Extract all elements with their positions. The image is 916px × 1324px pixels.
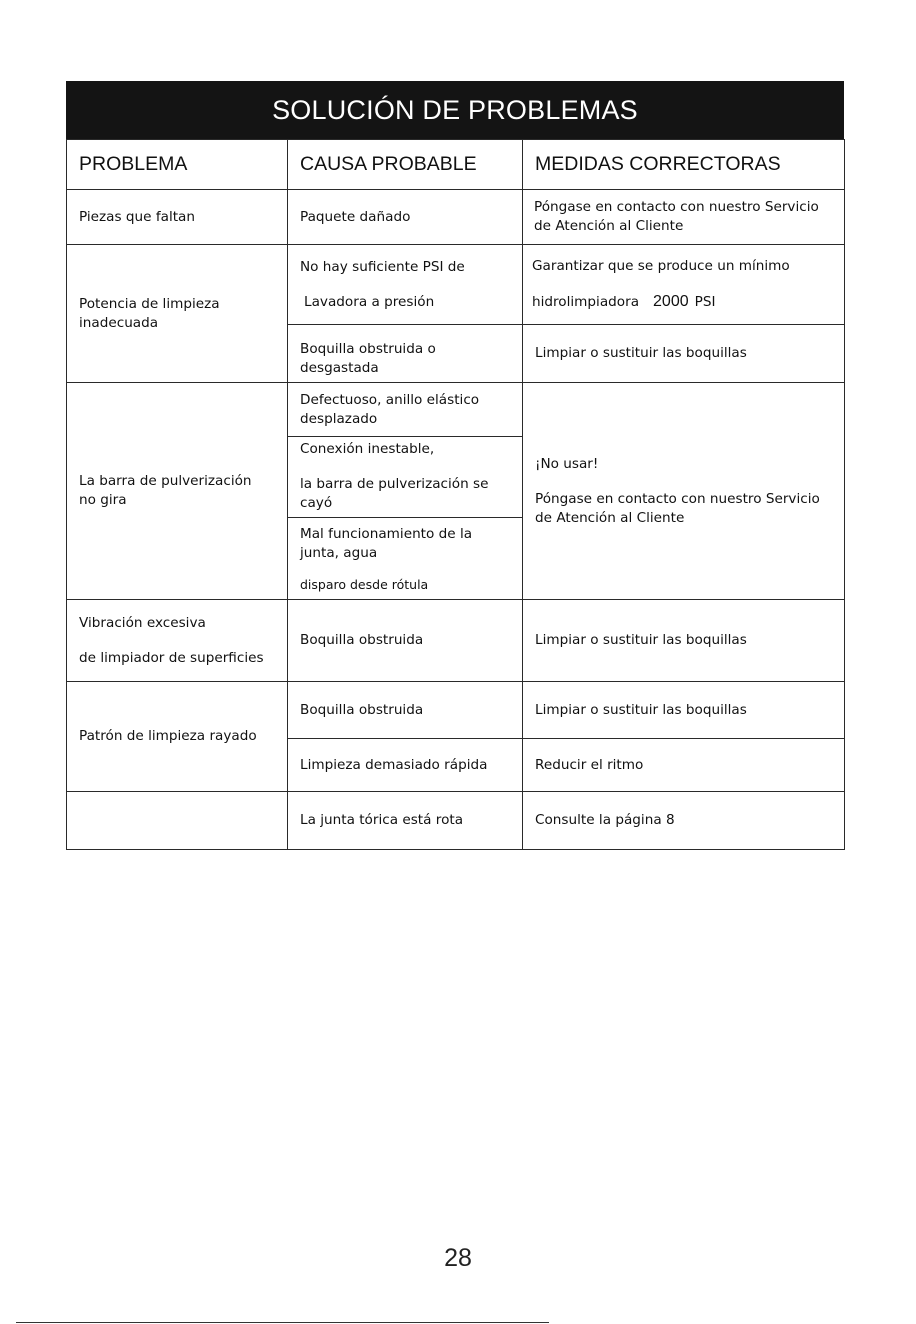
problem-line: Potencia de limpieza [79, 295, 220, 312]
action-line: Póngase en contacto con nuestro Servicio [535, 490, 820, 507]
cause-cell [288, 518, 523, 600]
problem-cell: Patrón de limpieza rayado [67, 682, 288, 792]
table-row [67, 792, 845, 850]
header-cause: CAUSA PROBABLE [288, 140, 523, 190]
troubleshooting-table [66, 81, 844, 850]
cause-line: cayó [300, 495, 333, 511]
table-title: SOLUCIÓN DE PROBLEMAS [66, 81, 844, 139]
action-cell: Reducir el ritmo [523, 739, 845, 792]
table-row [67, 383, 845, 437]
action-line: Póngase en contacto con nuestro Servicio [534, 199, 819, 215]
problem-cell [67, 600, 288, 682]
table-row [67, 245, 845, 325]
cause-cell [288, 245, 523, 325]
problem-line: La barra de pulverización [79, 473, 252, 489]
cause-line: Conexión inestable, [300, 441, 435, 457]
cause-cell [288, 437, 523, 518]
cause-cell: Boquilla obstruida [288, 682, 523, 739]
cause-cell: Paquete dañado [288, 190, 523, 245]
cause-line: Boquilla obstruida o [300, 340, 436, 357]
cause-cell: Boquilla obstruida [288, 600, 523, 682]
cause-line: Mal funcionamiento de la [300, 526, 473, 542]
cause-cell [288, 325, 523, 383]
problem-cell [67, 245, 288, 383]
action-line [532, 292, 838, 312]
problem-line: de limpiador de superficies [79, 649, 264, 666]
action-line: de Atención al Cliente [535, 509, 685, 526]
psi-value: 2000 [653, 293, 689, 310]
bottom-divider [16, 1322, 549, 1323]
page-number: 28 [444, 1244, 472, 1272]
action-warning: ¡No usar! [535, 455, 599, 472]
problem-line: no gira [79, 492, 127, 508]
troubleshooting-grid [66, 139, 845, 850]
cause-line: Defectuoso, anillo elástico [300, 391, 480, 408]
psi-unit: PSI [694, 294, 716, 310]
action-line: Garantizar que se produce un mínimo [532, 258, 790, 274]
header-action: MEDIDAS CORRECTORAS [523, 140, 845, 190]
cause-cell: Limpieza demasiado rápida [288, 739, 523, 792]
action-cell [523, 245, 845, 325]
action-cell: Limpiar o sustituir las boquillas [523, 600, 845, 682]
cause-line: la barra de pulverización se [300, 476, 489, 492]
header-problem: PROBLEMA [67, 140, 288, 190]
cause-line: desplazado [300, 410, 378, 427]
problem-cell [67, 383, 288, 600]
table-row [67, 682, 845, 739]
cause-line: junta, agua [300, 545, 378, 561]
table-row [67, 600, 845, 682]
action-cell: Limpiar o sustituir las boquillas [523, 682, 845, 739]
action-cell [523, 383, 845, 600]
action-text: hidrolimpiadora [532, 294, 640, 310]
cause-line: desgastada [300, 359, 379, 376]
cause-cell [288, 383, 523, 437]
header-row [67, 140, 845, 190]
action-cell: Consulte la página 8 [523, 792, 845, 850]
action-cell [523, 190, 845, 245]
cause-line: disparo desde rótula [300, 577, 429, 592]
action-cell: Limpiar o sustituir las boquillas [523, 325, 845, 383]
problem-line: Vibración excesiva [79, 614, 206, 631]
cause-line: No hay suficiente PSI de [300, 258, 465, 275]
problem-cell: Piezas que faltan [67, 190, 288, 245]
problem-cell [67, 792, 288, 850]
problem-line: inadecuada [79, 314, 159, 331]
table-row [67, 190, 845, 245]
action-line: de Atención al Cliente [534, 218, 684, 234]
cause-line: Lavadora a presión [304, 293, 435, 310]
cause-cell: La junta tórica está rota [288, 792, 523, 850]
